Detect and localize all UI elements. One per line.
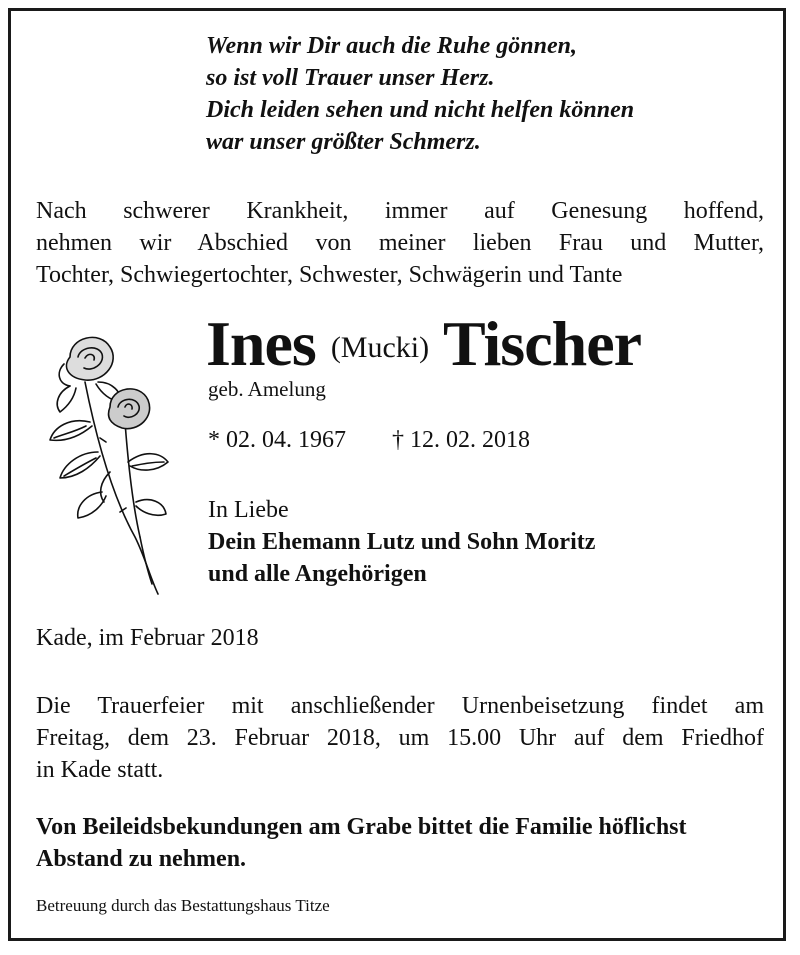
intro-line: Nach schwerer Krankheit, immer auf Genesung hoffend, <box>36 198 764 224</box>
first-name: Ines <box>206 308 316 379</box>
intro-line: Tochter, Schwiegertochter, Schwester, Schwägerin und Tante <box>36 262 623 288</box>
nickname: (Mucki) <box>330 331 430 364</box>
poem-line: war unser größter Schmerz. <box>206 129 481 155</box>
place-date: Kade, im Februar 2018 <box>36 625 259 651</box>
condolence-line: Von Beileidsbekundungen am Grabe bittet die Familie höflichst <box>36 814 687 840</box>
roses-illustration-icon <box>40 322 180 602</box>
death-date: † 12. 02. 2018 <box>392 427 530 453</box>
birth-date: * 02. 04. 1967 <box>208 427 346 453</box>
last-name: Tischer <box>442 308 641 379</box>
deceased-name <box>206 308 641 384</box>
funeral-line: in Kade statt. <box>36 757 164 783</box>
poem-line: Wenn wir Dir auch die Ruhe gönnen, <box>206 33 577 59</box>
intro-text <box>36 195 764 291</box>
life-dates <box>208 425 530 455</box>
mourners-line: Dein Ehemann Lutz und Sohn Moritz <box>208 529 596 555</box>
condolence-line: Abstand zu nehmen. <box>36 846 247 872</box>
undertaker-credit: Betreuung durch das Bestattungshaus Titze <box>36 896 330 915</box>
mourners-line: und alle Angehörigen <box>208 561 427 587</box>
funeral-line: Die Trauerfeier mit anschließender Urnenbeisetzung findet am <box>36 693 764 719</box>
condolence-note <box>36 811 766 875</box>
poem-line: Dich leiden sehen und nicht helfen können <box>206 97 635 123</box>
mourners-greeting: In Liebe <box>208 497 289 523</box>
poem-line: so ist voll Trauer unser Herz. <box>206 65 495 91</box>
poem <box>206 30 634 158</box>
funeral-line: Freitag, dem 23. Februar 2018, um 15.00 Uhr auf dem Friedhof <box>36 725 764 751</box>
birth-name: geb. Amelung <box>208 377 326 401</box>
intro-line: nehmen wir Abschied von meiner lieben Frau und Mutter, <box>36 230 764 256</box>
mourners <box>208 494 595 590</box>
funeral-info <box>36 690 764 786</box>
